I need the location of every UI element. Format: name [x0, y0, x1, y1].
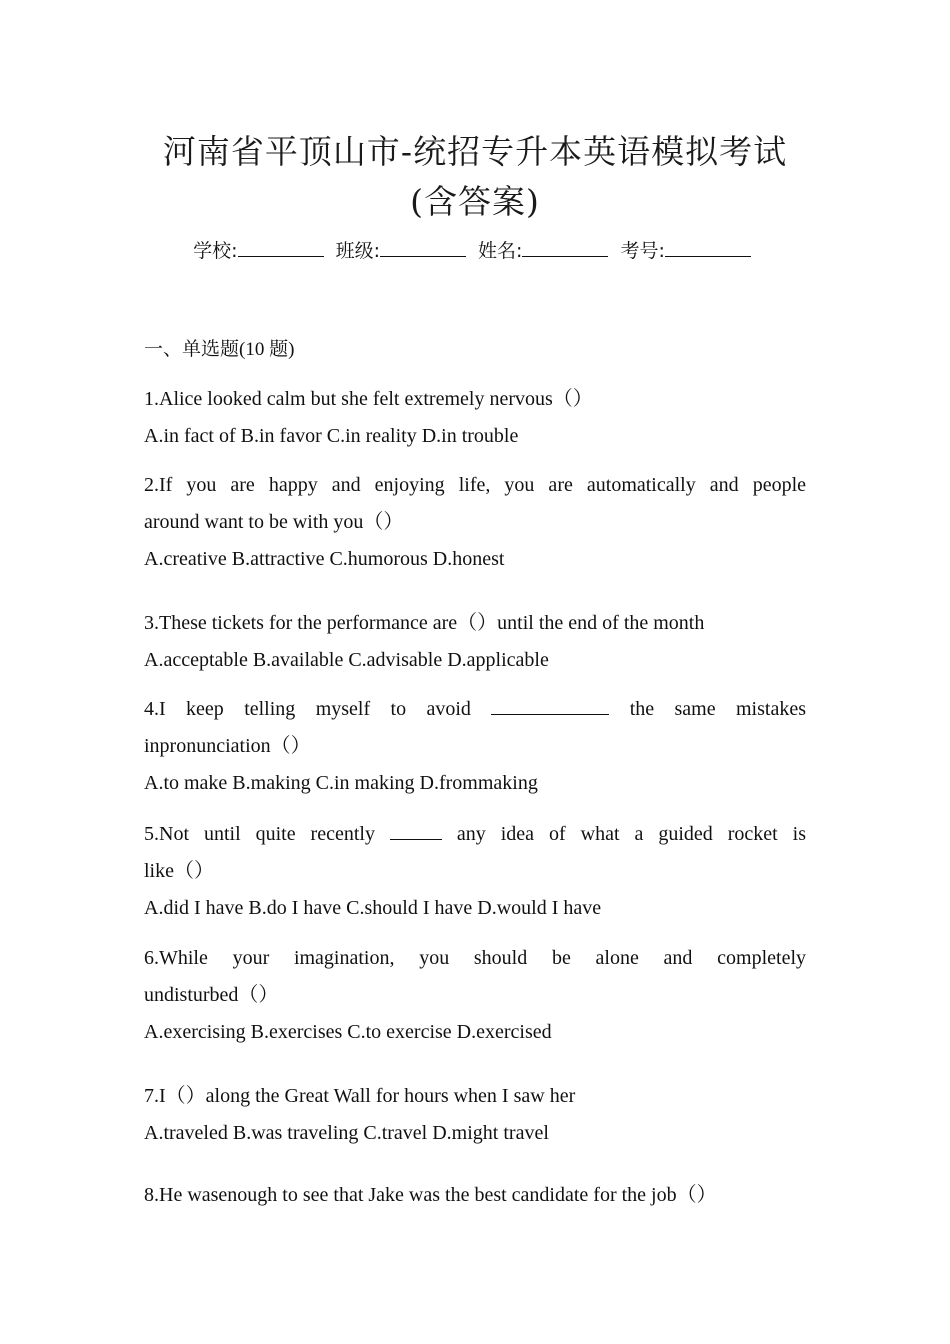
- question-stem-part: the same mistakes: [629, 698, 806, 720]
- question-stem: [144, 691, 806, 728]
- page-title: 河南省平顶山市-统招专升本英语模拟考试: [162, 132, 788, 171]
- question-2: [144, 467, 806, 578]
- section-heading: 一、单选题(10 题): [144, 339, 295, 360]
- class-blank: [380, 238, 466, 257]
- school-blank: [238, 238, 324, 257]
- question-stem-continued: inpronunciation（）: [144, 735, 311, 757]
- name-blank: [522, 238, 608, 257]
- exam-number-blank: [665, 238, 751, 257]
- question-6: [144, 940, 806, 1051]
- question-stem: 3.These tickets for the performance are（）until the end of the month: [144, 612, 705, 634]
- question-options: A.in fact of B.in favor C.in reality D.in trouble: [144, 425, 519, 447]
- question-options: A.to make B.making C.in making D.frommaking: [144, 772, 538, 794]
- question-1: [144, 381, 806, 455]
- question-stem-continued: undisturbed（）: [144, 984, 279, 1006]
- question-7: [144, 1078, 806, 1152]
- question-options: A.traveled B.was traveling C.travel D.might travel: [144, 1122, 549, 1144]
- question-options: A.acceptable B.available C.advisable D.applicable: [144, 649, 549, 671]
- student-info-line: [100, 236, 850, 266]
- question-stem-continued: like（）: [144, 860, 214, 882]
- question-5: [144, 816, 806, 927]
- question-stem-part: 4.I keep telling myself to avoid: [144, 698, 471, 720]
- question-stem: [144, 816, 806, 853]
- class-label: 班级:: [335, 240, 380, 262]
- question-stem: 7.I（）along the Great Wall for hours when I saw her: [144, 1085, 576, 1107]
- question-8: [144, 1177, 806, 1214]
- exam-number-label: 考号:: [620, 240, 665, 262]
- question-3: [144, 605, 806, 679]
- question-stem-continued: around want to be with you（）: [144, 511, 404, 533]
- question-4: [144, 691, 806, 802]
- question-options: A.exercising B.exercises C.to exercise D.exercised: [144, 1021, 552, 1043]
- name-label: 姓名:: [478, 240, 523, 262]
- question-stem: 2.If you are happy and enjoying life, you are automatically and people: [144, 474, 806, 496]
- question-stem: 1.Alice looked calm but she felt extremely nervous（）: [144, 388, 593, 410]
- question-stem: 6.While your imagination, you should be alone and completely: [144, 947, 806, 969]
- school-label: 学校:: [193, 240, 238, 262]
- question-stem-part: any idea of what a guided rocket is: [456, 823, 806, 845]
- question-options: A.did I have B.do I have C.should I have D.would I have: [144, 897, 602, 919]
- answer-blank: [390, 821, 442, 840]
- question-stem-part: 5.Not until quite recently: [144, 823, 375, 845]
- answer-blank: [491, 696, 609, 715]
- question-options: A.creative B.attractive C.humorous D.honest: [144, 548, 505, 570]
- question-stem: 8.He wasenough to see that Jake was the best candidate for the job（）: [144, 1184, 717, 1206]
- page-subtitle: (含答案): [410, 182, 540, 221]
